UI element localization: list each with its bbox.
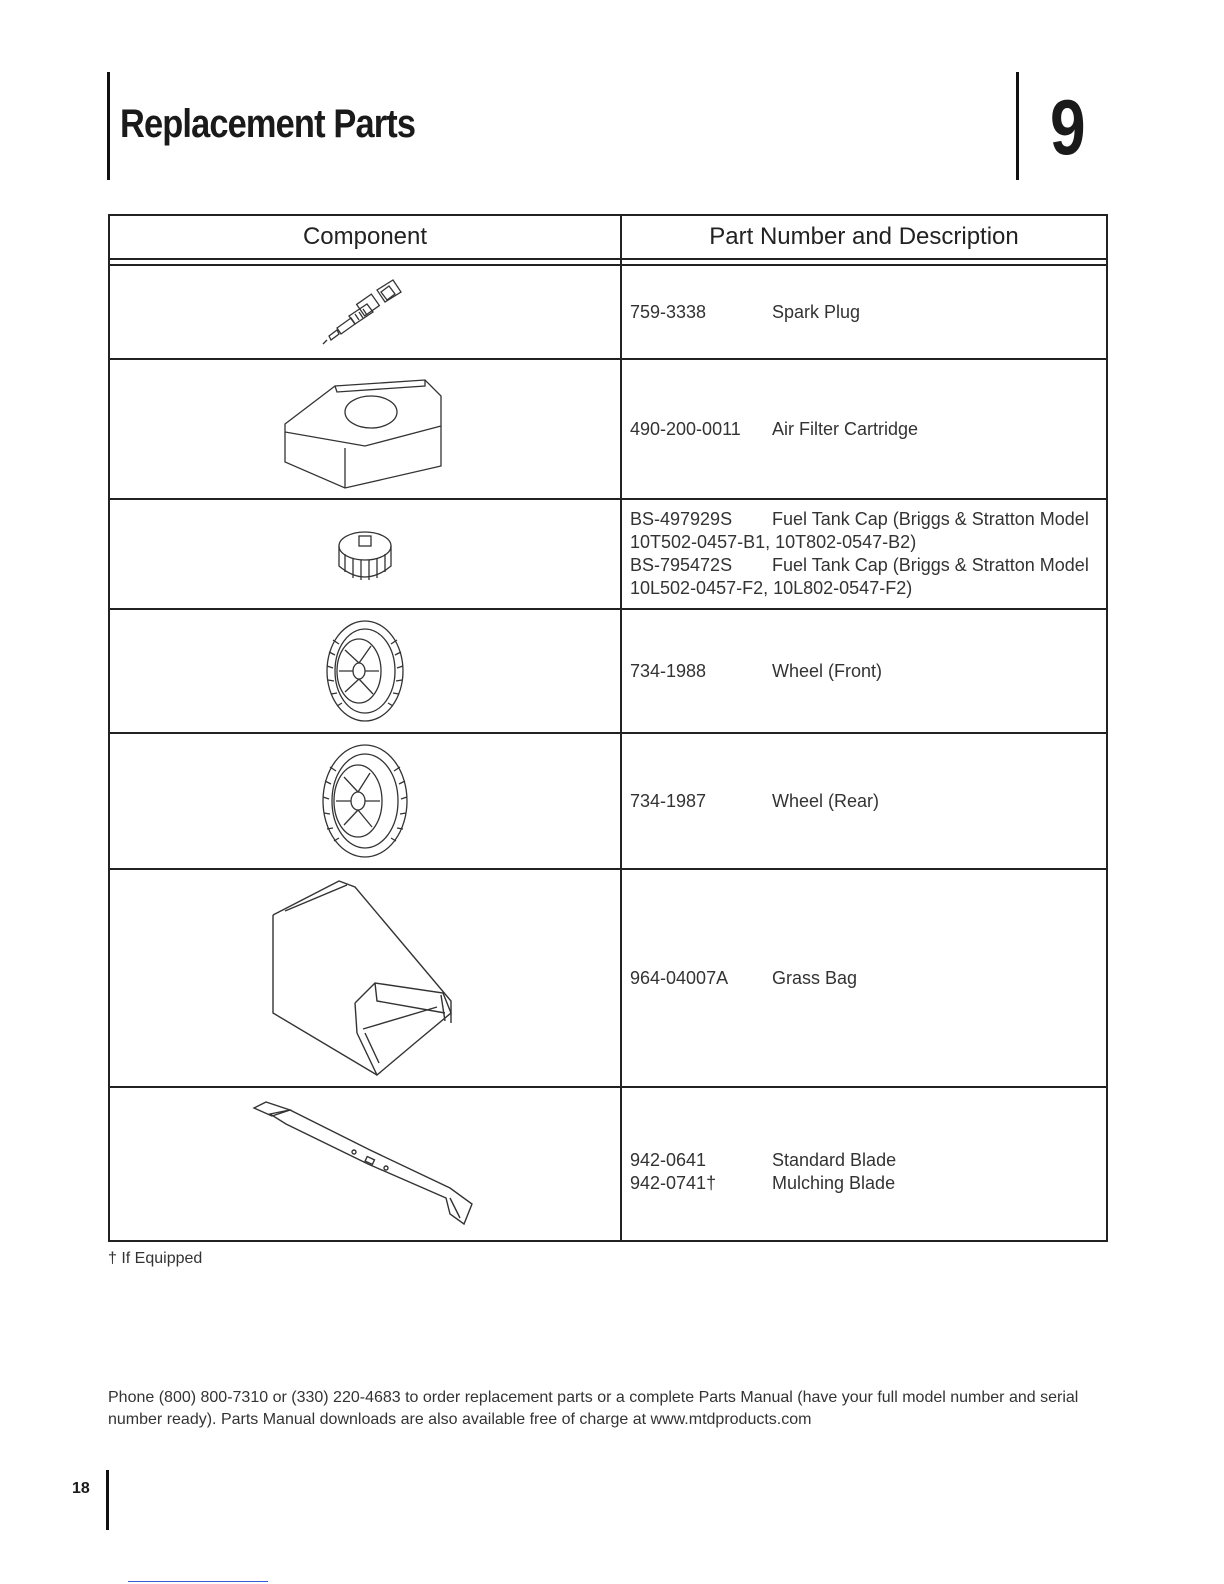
description-cell — [621, 869, 1107, 1087]
part-number: BS-497929S — [630, 509, 733, 529]
part-number: 759-3338 — [630, 301, 707, 322]
front-wheel-icon — [315, 616, 415, 726]
table-row — [109, 733, 1107, 869]
table-row — [109, 1087, 1107, 1241]
fuel-cap-icon — [325, 514, 405, 594]
part-description: Fuel Tank Cap (Briggs & Stratton Model — [772, 509, 1089, 529]
table-row — [109, 609, 1107, 733]
part-number: 734-1988 — [630, 660, 707, 681]
footnote: † If Equipped — [108, 1250, 203, 1267]
description-cell — [621, 609, 1107, 733]
part-number: 942-0641 — [630, 1150, 707, 1170]
bottom-link-underline — [128, 1581, 268, 1582]
description-cell — [621, 359, 1107, 499]
description-cell — [621, 1087, 1107, 1241]
table-row — [109, 499, 1107, 609]
part-description: Mulching Blade — [772, 1173, 896, 1193]
component-cell — [109, 499, 621, 609]
model-list: 10T502-0457-B1, 10T802-0547-B2) — [630, 532, 917, 552]
component-cell — [109, 733, 621, 869]
chapter-number: 9 — [1050, 83, 1086, 171]
rear-wheel-icon — [310, 739, 420, 863]
spark-plug-icon — [315, 272, 415, 352]
page-number: 18 — [72, 1480, 90, 1497]
component-cell — [109, 609, 621, 733]
phone-order-note: Phone (800) 800-7310 or (330) 220-4683 to order replacement parts or a complete Parts Manual (have your full model number and serial number ready). Parts Manual downloads are also available free of charge at www.mtdproducts.com — [108, 1389, 1079, 1428]
model-list: 10L502-0457-F2, 10L802-0547-F2) — [630, 578, 913, 598]
table-row — [109, 359, 1107, 499]
page-title: Replacement Parts — [120, 102, 416, 146]
component-cell — [109, 1087, 621, 1241]
title-rule — [107, 72, 110, 180]
description-cell — [621, 265, 1107, 359]
description-cell — [621, 499, 1107, 609]
page-number-rule — [106, 1470, 109, 1530]
part-description: Air Filter Cartridge — [772, 418, 919, 439]
part-number: 942-0741† — [630, 1173, 717, 1193]
component-cell — [109, 359, 621, 499]
part-number: 734-1987 — [630, 790, 707, 811]
component-header: Component — [109, 215, 621, 259]
part-description: Standard Blade — [772, 1150, 897, 1170]
part-number: BS-795472S — [630, 555, 733, 575]
part-number: 964-04007A — [630, 967, 729, 988]
air-filter-icon — [275, 366, 455, 492]
part-description: Wheel (Front) — [772, 660, 883, 681]
part-description: Grass Bag — [772, 967, 858, 988]
table-header-row — [109, 215, 1107, 259]
grass-bag-icon — [265, 873, 465, 1083]
part-description: Fuel Tank Cap (Briggs & Stratton Model — [772, 555, 1089, 575]
part-number: 490-200-0011 — [630, 418, 741, 439]
component-cell — [109, 869, 621, 1087]
component-cell — [109, 265, 621, 359]
blade-icon — [250, 1094, 480, 1234]
chapter-rule — [1016, 72, 1019, 180]
part-number-header: Part Number and Description — [621, 215, 1107, 259]
table-row — [109, 869, 1107, 1087]
description-cell — [621, 733, 1107, 869]
parts-table — [108, 214, 1108, 1242]
part-description: Spark Plug — [772, 301, 861, 322]
part-description: Wheel (Rear) — [772, 790, 880, 811]
table-row — [109, 265, 1107, 359]
